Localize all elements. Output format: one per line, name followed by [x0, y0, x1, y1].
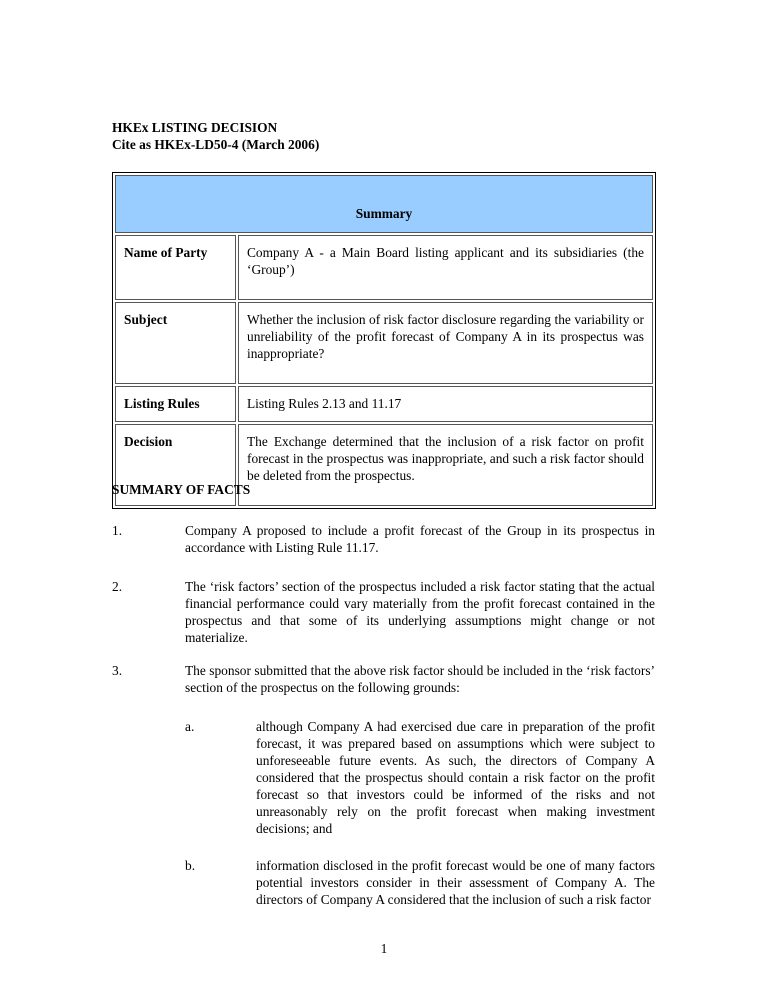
- section-title: SUMMARY OF FACTS: [112, 482, 251, 497]
- paragraph-text: The sponsor submitted that the above risk factor should be included in the ‘risk factors’ section of the prospectus on the following grounds:: [185, 663, 655, 695]
- paragraph-text: The ‘risk factors’ section of the prospectus included a risk factor stating that the actual financial performance could vary materially from the profit forecast contained in the prospectus and that some of its underlying assumptions might change or not materialize.: [185, 579, 655, 645]
- subparagraph-letter: b.: [185, 858, 196, 873]
- citation-line: Cite as HKEx-LD50-4 (March 2006): [112, 137, 320, 152]
- summary-table: [112, 172, 656, 509]
- subparagraph-letter: a.: [185, 719, 195, 734]
- row-label: Subject: [115, 302, 236, 384]
- summary-table-title: Summary: [115, 175, 653, 233]
- row-value: Listing Rules 2.13 and 11.17: [238, 386, 653, 422]
- document-heading: HKEx LISTING DECISION: [112, 120, 278, 135]
- row-value: Company A - a Main Board listing applicant and its subsidiaries (the ‘Group’): [238, 235, 653, 300]
- table-row: [115, 386, 653, 422]
- row-value: The Exchange determined that the inclusion of a risk factor on profit forecast in the prospectus was inappropriate, and such a risk factor should be deleted from the prospectus.: [238, 424, 653, 506]
- subparagraph-text: information disclosed in the profit forecast would be one of many factors potential investors consider in their assessment of Company A. The directors of Company A considered that the inclusion of such a risk factor: [256, 858, 655, 907]
- row-label: Listing Rules: [115, 386, 236, 422]
- paragraph-number: 3.: [112, 663, 123, 678]
- paragraph-text: Company A proposed to include a profit forecast of the Group in its prospectus in accordance with Listing Rule 11.17.: [185, 523, 655, 555]
- paragraph-number: 1.: [112, 523, 123, 538]
- row-label: Decision: [115, 424, 236, 506]
- row-label: Name of Party: [115, 235, 236, 300]
- page-number: 1: [380, 941, 388, 956]
- row-value: Whether the inclusion of risk factor disclosure regarding the variability or unreliability of the profit forecast of Company A in its prospectus was inappropriate?: [238, 302, 653, 384]
- subparagraph-text: although Company A had exercised due care in preparation of the profit forecast, it was prepared based on assumptions which were subject to unforeseeable future events. As such, the directors of Company A considered that the prospectus should contain a risk factor on the profit forecast so that investors could be informed of the risks and not unreasonably rely on the profit forecast when making investment decisions; and: [256, 719, 655, 836]
- table-row: [115, 235, 653, 300]
- table-row: [115, 302, 653, 384]
- paragraph-number: 2.: [112, 579, 123, 594]
